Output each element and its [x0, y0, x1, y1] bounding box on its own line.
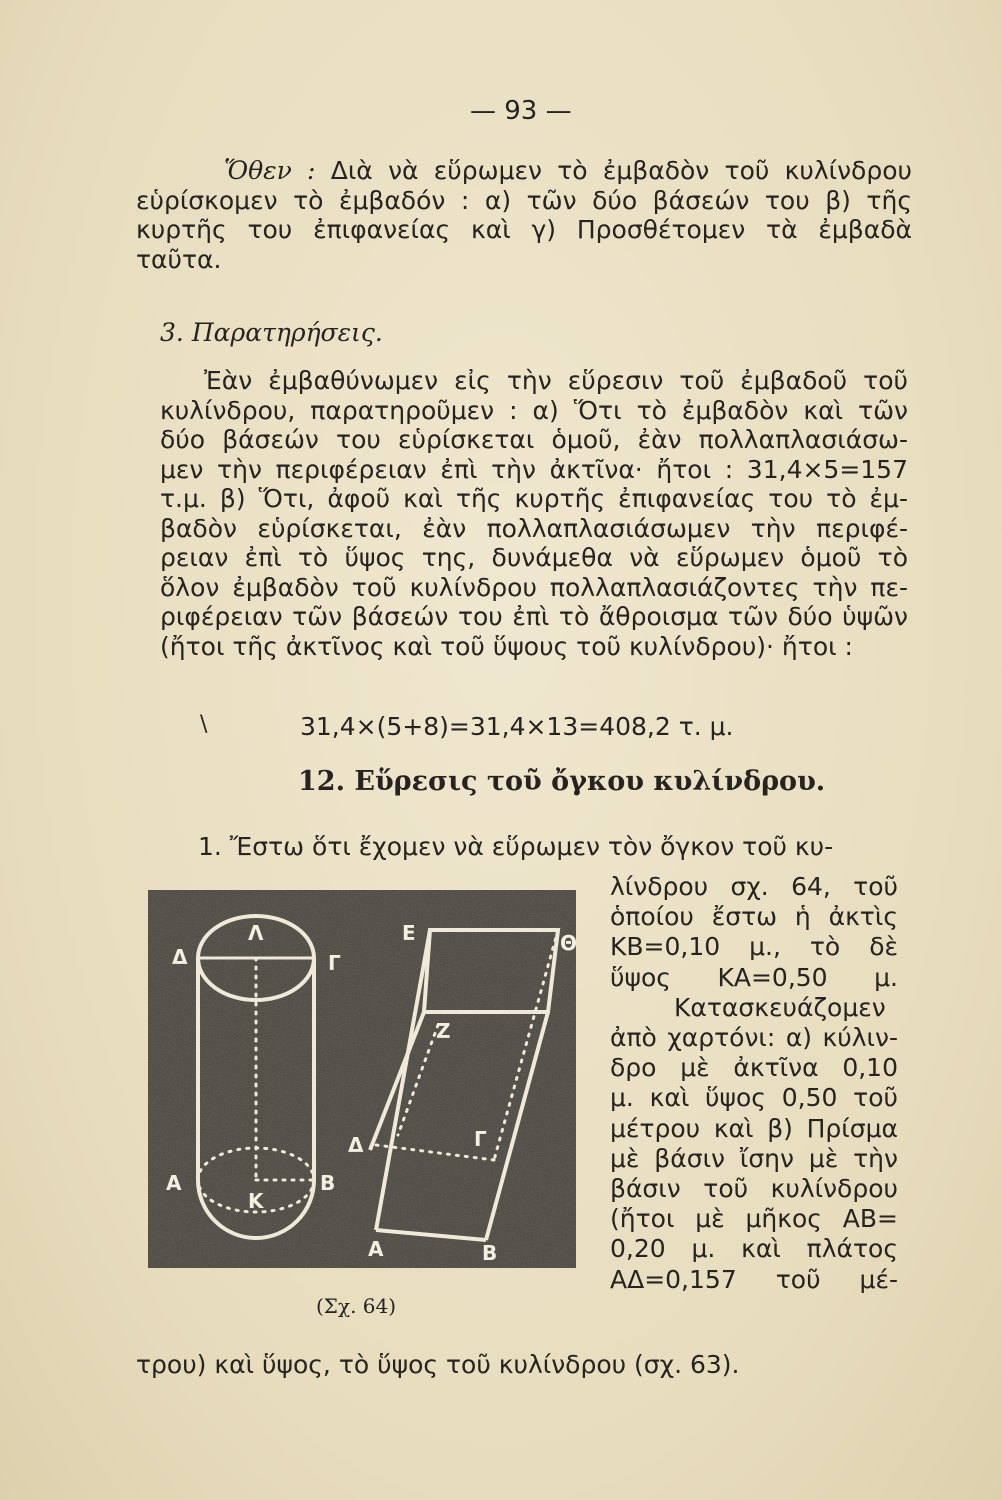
figure-64 [148, 890, 576, 1268]
side-line: ὁποίου ἔστω ἡ ἀκτὶς [610, 902, 898, 932]
label-kappa: Κ [248, 1189, 264, 1213]
intro-line: κυρτῆς του ἐπιφανείας καὶ γ) Προσθέτομεν τὰ ἐμβαδὰ [136, 215, 912, 244]
label-delta-prism: Δ [348, 1133, 364, 1157]
margin-mark: \ [200, 712, 208, 737]
observations-line: βαδὸν εὑρίσκεται, ἐὰν πολλαπλασιάσωμεν τὴν περιφέ- [160, 513, 908, 543]
figure-grain [148, 890, 576, 1268]
figure-caption: (Σχ. 64) [316, 1294, 397, 1318]
side-line: 0,20 μ. καὶ πλάτος [610, 1234, 898, 1264]
observations-line: τ.μ. β) Ὅτι, ἀφοῦ καὶ τῆς κυρτῆς ἐπιφανείας του τὸ ἐμ- [160, 484, 908, 513]
observations-line: ριφέρειαν τῶν βάσεών του ἐπὶ τὸ ἄθροισμα τῶν δύο ὑψῶν [160, 602, 908, 631]
intro-lead: Ὅθεν : [224, 156, 316, 185]
figure-64-drawing [148, 890, 576, 1268]
side-line: ἀπὸ χαρτόνι: α) κύλιν- [610, 1023, 898, 1053]
side-line: ΑΔ=0,157 τοῦ μέ- [610, 1264, 898, 1294]
label-alpha-cyl: Α [166, 1171, 182, 1195]
label-epsilon: Ε [402, 921, 416, 945]
intro-line: εὑρίσκομεν τὸ ἐμβαδόν : α) τῶν δύο βάσεών του β) τῆς [136, 185, 912, 215]
side-line: μὲ βάσιν ἴσην μὲ τὴν [610, 1143, 898, 1173]
observations-line: ὅλον ἐμβαδὸν τοῦ κυλίνδρου πολλαπλασιάζοντες τὴν πε- [160, 572, 908, 602]
label-gamma: Γ [328, 951, 341, 975]
section-12-first-line: 1. Ἔστω ὅτι ἔχομεν νὰ εὕρωμεν τὸν ὄγκον τοῦ κυ- [198, 832, 834, 861]
label-lambda: Λ [248, 921, 264, 945]
side-line: ΚΒ=0,10 μ., τὸ δὲ [610, 932, 898, 962]
side-line: (ἤτοι μὲ μῆκος ΑΒ= [610, 1204, 898, 1234]
side-line: μ. καὶ ὕψος 0,50 τοῦ [610, 1083, 898, 1113]
side-line: βάσιν τοῦ κυλίνδρου [610, 1174, 898, 1204]
intro-paragraph [136, 156, 912, 274]
observations-line: κυλίνδρου, παρατηροῦμεν : α) Ὅτι τὸ ἐμβαδὸν καὶ τῶν [160, 395, 908, 425]
side-line: λίνδρου σχ. 64, τοῦ [610, 872, 898, 901]
side-line: ὕψος ΚΑ=0,50 μ. [610, 962, 898, 992]
observations-paragraph [160, 366, 908, 661]
intro-line: Ὅθεν : Διὰ νὰ εὕρωμεν τὸ ἐμβαδὸν τοῦ κυλίνδρου [224, 156, 912, 185]
label-gamma-prism: Γ [474, 1127, 487, 1151]
volume-formula: 31,4×(5+8)=31,4×13=408,2 τ. μ. [300, 712, 734, 741]
label-delta-left: Δ [172, 945, 188, 969]
observations-line: Ἐὰν ἐμβαθύνωμεν εἰς τὴν εὕρεσιν τοῦ ἐμβαδοῦ τοῦ [204, 366, 908, 395]
label-theta: Θ [560, 931, 576, 955]
observations-line: ρειαν ἐπὶ τὸ ὕψος της, δυνάμεθα νὰ εὕρωμεν ὁμοῦ τὸ [160, 543, 908, 572]
section-12-side-text [610, 872, 898, 1295]
observations-line: (ἤτοι τῆς ἀκτῖνος καὶ τοῦ ὕψους τοῦ κυλίνδρου)· ἤτοι : [160, 631, 853, 661]
label-beta-prism: Β [482, 1241, 498, 1265]
label-beta-cyl: Β [320, 1171, 336, 1195]
side-line: δρο μὲ ἀκτῖνα 0,10 [610, 1053, 898, 1083]
label-zeta: Ζ [436, 1019, 451, 1043]
intro-line: ταῦτα. [136, 244, 222, 274]
label-alpha-prism: Α [368, 1237, 384, 1261]
section-12-heading: 12. Εὕρεσις τοῦ ὄγκου κυλίνδρου. [298, 766, 826, 797]
observations-line: μεν τὴν περιφέρειαν ἐπὶ τὴν ἀκτῖνα· ἤτοι : 31,4×5=157 [160, 454, 908, 484]
page-number: — 93 — [470, 96, 572, 126]
section-3-heading: 3. Παρατηρήσεις. [160, 318, 383, 347]
observations-line: δύο βάσεών του εὑρίσκεται ὁμοῦ, ἐὰν πολλαπλασιάσω- [160, 425, 908, 454]
section-12-last-line: τρου) καὶ ὕψος, τὸ ὕψος τοῦ κυλίνδρου (σχ. 63). [136, 1350, 740, 1379]
side-line: μέτρου καὶ β) Πρίσμα [610, 1113, 898, 1143]
side-line: Κατασκευάζομεν [674, 992, 886, 1022]
